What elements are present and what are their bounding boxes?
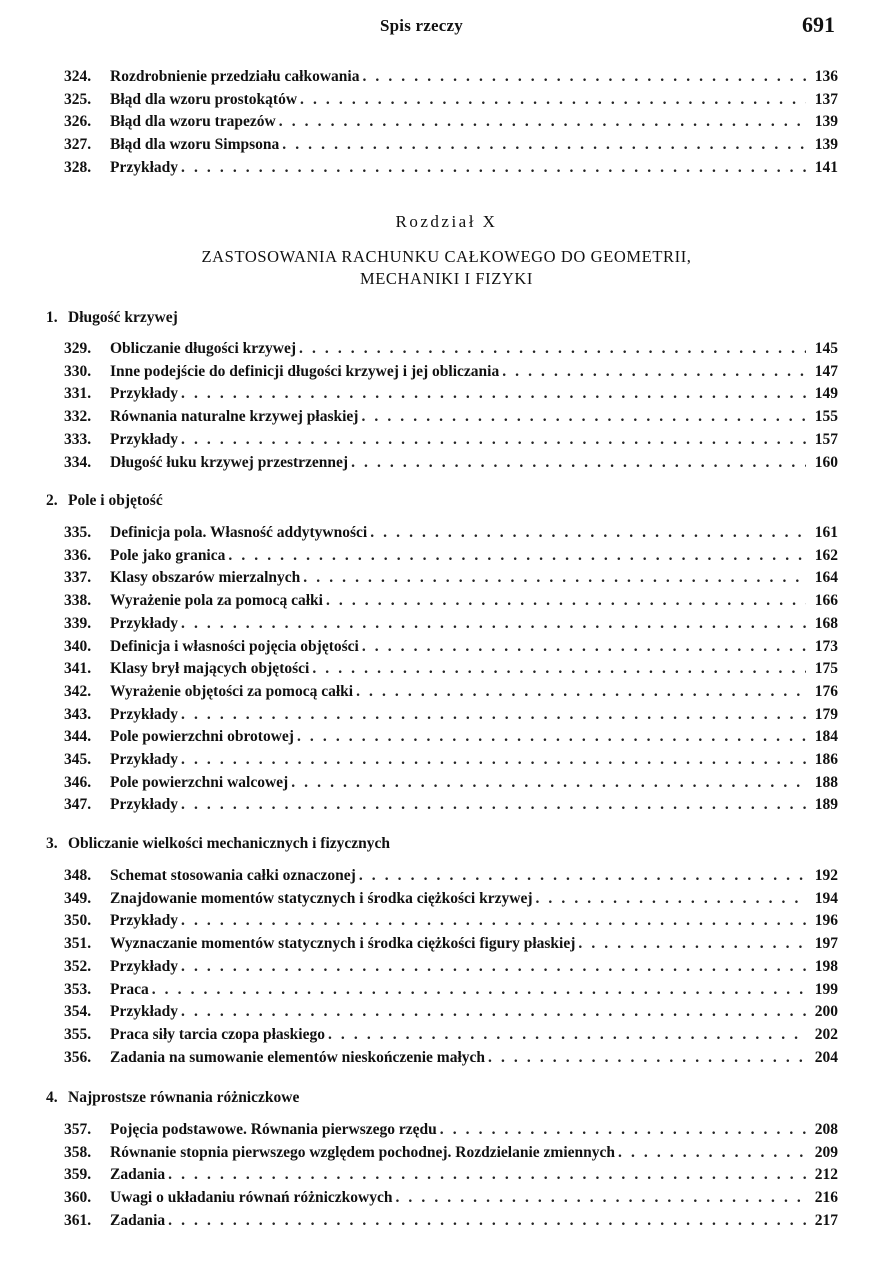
leader-dots [618, 1142, 806, 1164]
entry-title: Przykłady [110, 796, 179, 813]
toc-entry [64, 361, 838, 383]
leader-dots [362, 636, 806, 658]
entry-number: 350. [64, 912, 92, 929]
entry-title: Przykłady [110, 706, 179, 723]
entry-title: Długość łuku krzywej przestrzennej [110, 454, 349, 471]
leader-dots [395, 1187, 806, 1209]
toc-entry [64, 429, 838, 451]
entry-title: Schemat stosowania całki oznaczonej [110, 867, 356, 884]
entry-page-number: 160 [814, 454, 838, 471]
entry-page-number: 189 [814, 796, 838, 813]
entry-number: 335. [64, 524, 92, 541]
entry-number: 352. [64, 958, 92, 975]
entry-page-number: 204 [814, 1049, 838, 1066]
entry-page-number: 217 [814, 1212, 838, 1229]
entry-title: Przykłady [110, 912, 179, 929]
entry-page-number: 194 [814, 890, 838, 907]
entry-page-number: 209 [814, 1144, 838, 1161]
leader-dots [578, 933, 806, 955]
entry-page-number: 157 [814, 431, 838, 448]
entry-title: Pole powierzchni obrotowej [110, 728, 294, 745]
entry-number: 333. [64, 431, 92, 448]
toc-entry [64, 681, 838, 703]
toc-entry [64, 658, 838, 680]
toc-entry [64, 910, 838, 932]
entry-number: 349. [64, 890, 92, 907]
entry-number: 341. [64, 660, 92, 677]
leader-dots [328, 1024, 806, 1046]
entry-title: Znajdowanie momentów statycznych i środka ciężkości krzywej [110, 890, 533, 907]
toc-entry [64, 545, 838, 567]
entry-page-number: 176 [814, 683, 838, 700]
entry-title: Przykłady [110, 615, 179, 632]
entry-title: Przykłady [110, 385, 179, 402]
leader-dots [297, 726, 806, 748]
toc-entry [64, 794, 838, 816]
toc-entry [64, 1210, 838, 1232]
entry-number: 343. [64, 706, 92, 723]
entry-number: 353. [64, 981, 92, 998]
entry-title: Uwagi o układaniu równań różniczkowych [110, 1189, 393, 1206]
entry-title: Definicja pola. Własność addytywności [110, 524, 368, 541]
leader-dots [370, 522, 806, 544]
leader-dots [228, 545, 806, 567]
section-title: Pole i objętość [68, 492, 163, 509]
section-title: Najprostsze równania różniczkowe [68, 1089, 300, 1106]
entry-title: Równanie stopnia pierwszego względem pochodnej. Rozdzielanie zmiennych [110, 1144, 616, 1161]
entry-number: 354. [64, 1003, 92, 1020]
leader-dots [181, 613, 806, 635]
section-title: Obliczanie wielkości mechanicznych i fizycznych [68, 835, 391, 852]
toc-entry [64, 1164, 838, 1186]
entry-title: Błąd dla wzoru prostokątów [110, 91, 298, 108]
entry-page-number: 197 [814, 935, 838, 952]
section-number: 3. [46, 835, 58, 852]
toc-entry [64, 157, 838, 179]
entry-title: Równania naturalne krzywej płaskiej [110, 408, 359, 425]
section-number: 1. [46, 309, 58, 326]
entry-title: Błąd dla wzoru Simpsona [110, 136, 280, 153]
entry-title: Wyrażenie pola za pomocą całki [110, 592, 323, 609]
leader-dots [279, 111, 806, 133]
entry-number: 336. [64, 547, 92, 564]
toc-entry [64, 406, 838, 428]
running-title: Spis rzeczy [380, 16, 463, 35]
entry-title: Przykłady [110, 431, 179, 448]
entry-title: Wyrażenie objętości za pomocą całki [110, 683, 354, 700]
entry-page-number: 216 [814, 1189, 838, 1206]
entry-number: 325. [64, 91, 92, 108]
leader-dots [326, 590, 806, 612]
entry-page-number: 168 [814, 615, 838, 632]
entry-title: Wyznaczanie momentów statycznych i środka ciężkości figury płaskiej [110, 935, 576, 952]
entry-title: Błąd dla wzoru trapezów [110, 113, 276, 130]
entry-title: Zadania na sumowanie elementów nieskończenie małych [110, 1049, 486, 1066]
entry-number: 334. [64, 454, 92, 471]
entry-number: 339. [64, 615, 92, 632]
toc-entry [64, 979, 838, 1001]
leader-dots [168, 1164, 806, 1186]
leader-dots [181, 794, 806, 816]
chapter-title-line-2: MECHANIKI I FIZYKI [359, 269, 534, 288]
leader-dots [181, 1001, 806, 1023]
entry-number: 359. [64, 1166, 92, 1183]
entry-page-number: 192 [814, 867, 838, 884]
toc-entry [64, 956, 838, 978]
toc-entry [64, 1142, 838, 1164]
section-heading [46, 307, 178, 329]
section-title: Długość krzywej [68, 309, 178, 326]
entry-title: Praca siły tarcia czopa płaskiego [110, 1026, 325, 1043]
toc-entry [64, 1187, 838, 1209]
toc-entry [64, 636, 838, 658]
entry-number: 338. [64, 592, 92, 609]
entry-number: 356. [64, 1049, 92, 1066]
entry-number: 348. [64, 867, 92, 884]
entry-page-number: 139 [814, 136, 838, 153]
entry-title: Przykłady [110, 159, 179, 176]
entry-title: Inne podejście do definicji długości krzywej i jej obliczania [110, 363, 500, 380]
toc-entry [64, 452, 838, 474]
section-heading [46, 1087, 299, 1109]
leader-dots [303, 567, 806, 589]
toc-entry [64, 111, 838, 133]
leader-dots [181, 704, 806, 726]
entry-page-number: 147 [814, 363, 838, 380]
toc-entry [64, 383, 838, 405]
entry-page-number: 199 [814, 981, 838, 998]
entry-title: Zadania [110, 1166, 166, 1183]
toc-entry [64, 865, 838, 887]
leader-dots [168, 1210, 806, 1232]
entry-page-number: 164 [814, 569, 838, 586]
chapter-title [0, 246, 893, 290]
entry-title: Klasy obszarów mierzalnych [110, 569, 301, 586]
leader-dots [181, 383, 806, 405]
toc-entry [64, 1001, 838, 1023]
leader-dots [351, 452, 806, 474]
entry-page-number: 149 [814, 385, 838, 402]
entry-page-number: 137 [814, 91, 838, 108]
toc-entry [64, 134, 838, 156]
leader-dots [291, 772, 806, 794]
leader-dots [488, 1047, 806, 1069]
entry-page-number: 141 [814, 159, 838, 176]
leader-dots [361, 406, 806, 428]
entry-page-number: 208 [814, 1121, 838, 1138]
section-heading [46, 490, 163, 512]
entry-title: Zadania [110, 1212, 166, 1229]
entry-number: 360. [64, 1189, 92, 1206]
leader-dots [502, 361, 806, 383]
entry-number: 330. [64, 363, 92, 380]
entry-page-number: 162 [814, 547, 838, 564]
entry-number: 347. [64, 796, 92, 813]
entry-page-number: 212 [814, 1166, 838, 1183]
entry-title: Klasy brył mających objętości [110, 660, 310, 677]
leader-dots [181, 956, 806, 978]
entry-page-number: 145 [814, 340, 838, 357]
entry-title: Obliczanie długości krzywej [110, 340, 296, 357]
entry-page-number: 186 [814, 751, 838, 768]
entry-page-number: 184 [814, 728, 838, 745]
toc-entry [64, 89, 838, 111]
entry-number: 328. [64, 159, 92, 176]
entry-number: 340. [64, 638, 92, 655]
leader-dots [181, 429, 806, 451]
toc-entry [64, 522, 838, 544]
leader-dots [181, 910, 806, 932]
entry-title: Pojęcia podstawowe. Równania pierwszego rzędu [110, 1121, 437, 1138]
entry-page-number: 188 [814, 774, 838, 791]
toc-entry [64, 1024, 838, 1046]
entry-page-number: 155 [814, 408, 838, 425]
toc-entry [64, 933, 838, 955]
leader-dots [299, 338, 806, 360]
toc-entry [64, 66, 838, 88]
entry-title: Przykłady [110, 958, 179, 975]
leader-dots [312, 658, 806, 680]
toc-entry [64, 1119, 838, 1141]
entry-title: Praca [110, 981, 149, 998]
entry-number: 326. [64, 113, 92, 130]
entry-title: Przykłady [110, 751, 179, 768]
entry-title: Pole jako granica [110, 547, 226, 564]
entry-page-number: 179 [814, 706, 838, 723]
entry-page-number: 202 [814, 1026, 838, 1043]
toc-entry [64, 772, 838, 794]
leader-dots [181, 157, 806, 179]
leader-dots [440, 1119, 806, 1141]
entry-title: Pole powierzchni walcowej [110, 774, 289, 791]
entry-number: 331. [64, 385, 92, 402]
leader-dots [535, 888, 806, 910]
toc-entry [64, 567, 838, 589]
entry-number: 361. [64, 1212, 92, 1229]
entry-number: 324. [64, 68, 92, 85]
entry-page-number: 139 [814, 113, 838, 130]
entry-number: 337. [64, 569, 92, 586]
entry-number: 358. [64, 1144, 92, 1161]
chapter-title-line-1: ZASTOSOWANIA RACHUNKU CAŁKOWEGO DO GEOMETRII, [201, 247, 692, 266]
leader-dots [300, 89, 806, 111]
leader-dots [362, 66, 806, 88]
section-number: 2. [46, 492, 58, 509]
toc-entry [64, 749, 838, 771]
entry-title: Rozdrobnienie przedziału całkowania [110, 68, 360, 85]
page-number: 691 [802, 12, 835, 37]
entry-number: 342. [64, 683, 92, 700]
entry-page-number: 136 [814, 68, 838, 85]
toc-entry [64, 613, 838, 635]
leader-dots [356, 681, 806, 703]
entry-page-number: 166 [814, 592, 838, 609]
entry-number: 344. [64, 728, 92, 745]
leader-dots [152, 979, 806, 1001]
leader-dots [282, 134, 806, 156]
entry-number: 355. [64, 1026, 92, 1043]
toc-entry [64, 590, 838, 612]
leader-dots [359, 865, 806, 887]
entry-number: 346. [64, 774, 92, 791]
entry-title: Definicja i własności pojęcia objętości [110, 638, 359, 655]
leader-dots [181, 749, 806, 771]
entry-number: 329. [64, 340, 92, 357]
entry-page-number: 173 [814, 638, 838, 655]
toc-entry [64, 726, 838, 748]
entry-number: 332. [64, 408, 92, 425]
section-heading [46, 833, 390, 855]
entry-number: 345. [64, 751, 92, 768]
entry-page-number: 175 [814, 660, 838, 677]
entry-page-number: 161 [814, 524, 838, 541]
toc-entry [64, 1047, 838, 1069]
entry-number: 327. [64, 136, 92, 153]
chapter-label: Rozdział X [395, 212, 498, 231]
entry-number: 351. [64, 935, 92, 952]
section-number: 4. [46, 1089, 58, 1106]
toc-entry [64, 704, 838, 726]
toc-entry [64, 338, 838, 360]
entry-page-number: 200 [814, 1003, 838, 1020]
running-head [0, 12, 893, 42]
toc-entry [64, 888, 838, 910]
entry-page-number: 196 [814, 912, 838, 929]
entry-title: Przykłady [110, 1003, 179, 1020]
entry-number: 357. [64, 1121, 92, 1138]
entry-page-number: 198 [814, 958, 838, 975]
